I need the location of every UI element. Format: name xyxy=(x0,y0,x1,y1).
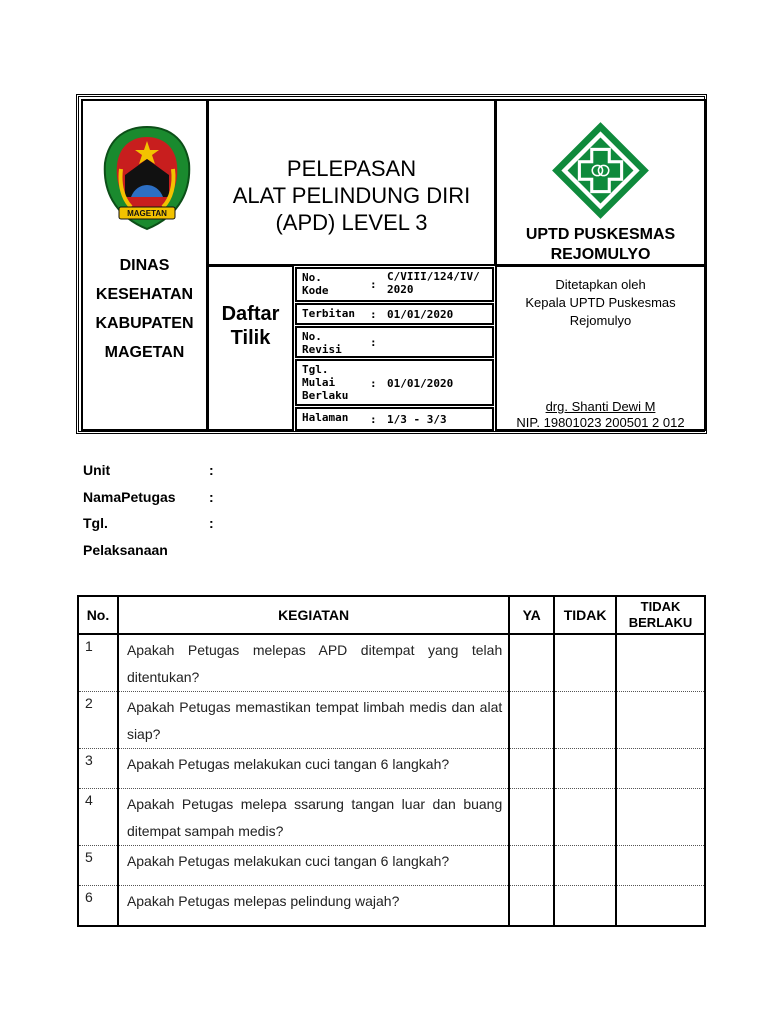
tidak-cell[interactable] xyxy=(554,692,616,749)
document-type-line: Daftar xyxy=(221,303,280,325)
field-colon: : xyxy=(209,515,214,531)
info-colon: : xyxy=(370,336,377,349)
row-activity: Apakah Petugas melepas pelindung wajah? xyxy=(118,886,509,926)
row-number: 1 xyxy=(78,634,118,692)
tidak-berlaku-cell[interactable] xyxy=(616,692,705,749)
agency-line: DINAS xyxy=(119,257,170,274)
table-row xyxy=(78,692,705,749)
table-row xyxy=(78,846,705,886)
puskesmas-logo-icon xyxy=(549,119,652,222)
info-colon: : xyxy=(370,278,377,291)
info-tgl-berlaku xyxy=(295,359,494,406)
info-revisi xyxy=(295,326,494,358)
puskesmas-line: REJOMULYO xyxy=(550,246,651,263)
puskesmas-line: UPTD PUSKESMAS xyxy=(525,226,676,243)
info-key-line: No. xyxy=(302,330,322,343)
document-header xyxy=(76,94,707,434)
info-value: 1/3 - 3/3 xyxy=(387,413,447,426)
info-colon: : xyxy=(370,377,377,390)
signer-nip: NIP. 19801023 200501 2 012 xyxy=(516,415,685,430)
info-key-line: Kode xyxy=(302,284,329,297)
approval-cell xyxy=(495,265,706,431)
checklist-table xyxy=(77,595,706,927)
info-key-line: Revisi xyxy=(302,343,342,356)
agency-cell xyxy=(81,99,208,431)
row-activity: Apakah Petugas melepa ssarung tangan luar dan buang ditempat sampah medis? xyxy=(118,789,509,846)
document-type xyxy=(209,302,292,350)
info-terbitan xyxy=(295,303,494,325)
tidak-cell[interactable] xyxy=(554,846,616,886)
table-row xyxy=(78,634,705,692)
field-label: Pelaksanaan xyxy=(83,541,168,558)
title-line: (APD) LEVEL 3 xyxy=(275,210,428,235)
field-label: Unit xyxy=(83,462,111,478)
row-number: 6 xyxy=(78,886,118,926)
approval-line: Ditetapkan oleh xyxy=(555,277,646,292)
signer-block xyxy=(497,399,704,431)
agency-line: KABUPATEN xyxy=(95,315,194,332)
info-colon: : xyxy=(370,308,377,321)
header-kegiatan: KEGIATAN xyxy=(118,596,509,634)
tidak-berlaku-cell[interactable] xyxy=(616,789,705,846)
info-key xyxy=(302,271,362,297)
ya-cell[interactable] xyxy=(509,886,554,926)
ya-cell[interactable] xyxy=(509,634,554,692)
tidak-cell[interactable] xyxy=(554,634,616,692)
title-cell xyxy=(207,99,496,266)
agency-line: KESEHATAN xyxy=(95,286,194,303)
field-label: Tgl. xyxy=(83,515,108,531)
ya-cell[interactable] xyxy=(509,749,554,789)
row-number: 5 xyxy=(78,846,118,886)
field-colon: : xyxy=(209,462,214,478)
magetan-emblem-icon xyxy=(101,123,193,233)
row-activity: Apakah Petugas melakukan cuci tangan 6 langkah? xyxy=(118,846,509,886)
tidak-cell[interactable] xyxy=(554,749,616,789)
info-key-line: No. xyxy=(302,271,322,284)
table-row xyxy=(78,789,705,846)
row-activity: Apakah Petugas melepas APD ditempat yang telah ditentukan? xyxy=(118,634,509,692)
info-value: C/VIII/124/IV/ 2020 xyxy=(387,270,480,296)
document-title xyxy=(209,155,494,236)
table-row xyxy=(78,886,705,926)
document-type-cell xyxy=(207,265,294,431)
field-label: NamaPetugas xyxy=(83,488,176,505)
info-key xyxy=(302,363,362,402)
puskesmas-cell xyxy=(495,99,706,266)
info-key xyxy=(302,330,362,356)
tidak-cell[interactable] xyxy=(554,789,616,846)
info-kode xyxy=(295,267,494,302)
tidak-berlaku-cell[interactable] xyxy=(616,886,705,926)
info-halaman xyxy=(295,407,494,431)
row-number: 2 xyxy=(78,692,118,749)
header-tidak: TIDAK xyxy=(554,596,616,634)
info-key-line: Halaman xyxy=(302,411,349,424)
info-value: 01/01/2020 xyxy=(387,308,454,321)
agency-name xyxy=(83,251,206,367)
approval-line: Kepala UPTD Puskesmas xyxy=(525,295,676,310)
info-key xyxy=(302,411,362,424)
row-activity: Apakah Petugas memastikan tempat limbah medis dan alat siap? xyxy=(118,692,509,749)
table-row xyxy=(78,749,705,789)
tidak-berlaku-cell[interactable] xyxy=(616,846,705,886)
info-value: 01/01/2020 xyxy=(387,377,454,390)
title-line: PELEPASAN xyxy=(286,156,417,181)
ya-cell[interactable] xyxy=(509,846,554,886)
table-header-row xyxy=(78,596,705,634)
info-key xyxy=(302,307,362,320)
ya-cell[interactable] xyxy=(509,692,554,749)
approval-text xyxy=(497,276,704,330)
row-activity: Apakah Petugas melakukan cuci tangan 6 langkah? xyxy=(118,749,509,789)
puskesmas-name xyxy=(497,225,704,265)
tidak-cell[interactable] xyxy=(554,886,616,926)
header-no: No. xyxy=(78,596,118,634)
info-key-line: Terbitan xyxy=(302,307,355,320)
ya-cell[interactable] xyxy=(509,789,554,846)
info-key-line: Berlaku xyxy=(302,389,349,402)
title-line: ALAT PELINDUNG DIRI xyxy=(232,183,471,208)
signer-name: drg. Shanti Dewi M xyxy=(545,399,656,414)
row-number: 3 xyxy=(78,749,118,789)
emblem-banner-text: MAGETAN xyxy=(127,209,167,218)
agency-line: MAGETAN xyxy=(104,344,185,361)
header-tidak-berlaku: TIDAK BERLAKU xyxy=(616,596,705,634)
tidak-berlaku-cell[interactable] xyxy=(616,634,705,692)
header-ya: YA xyxy=(509,596,554,634)
info-key-line: Mulai xyxy=(302,376,336,389)
info-colon: : xyxy=(370,413,377,426)
info-key-line: Tgl. xyxy=(302,363,329,376)
document-type-line: Tilik xyxy=(230,327,271,349)
row-number: 4 xyxy=(78,789,118,846)
approval-line: Rejomulyo xyxy=(569,313,632,328)
tidak-berlaku-cell[interactable] xyxy=(616,749,705,789)
field-colon: : xyxy=(209,488,214,505)
